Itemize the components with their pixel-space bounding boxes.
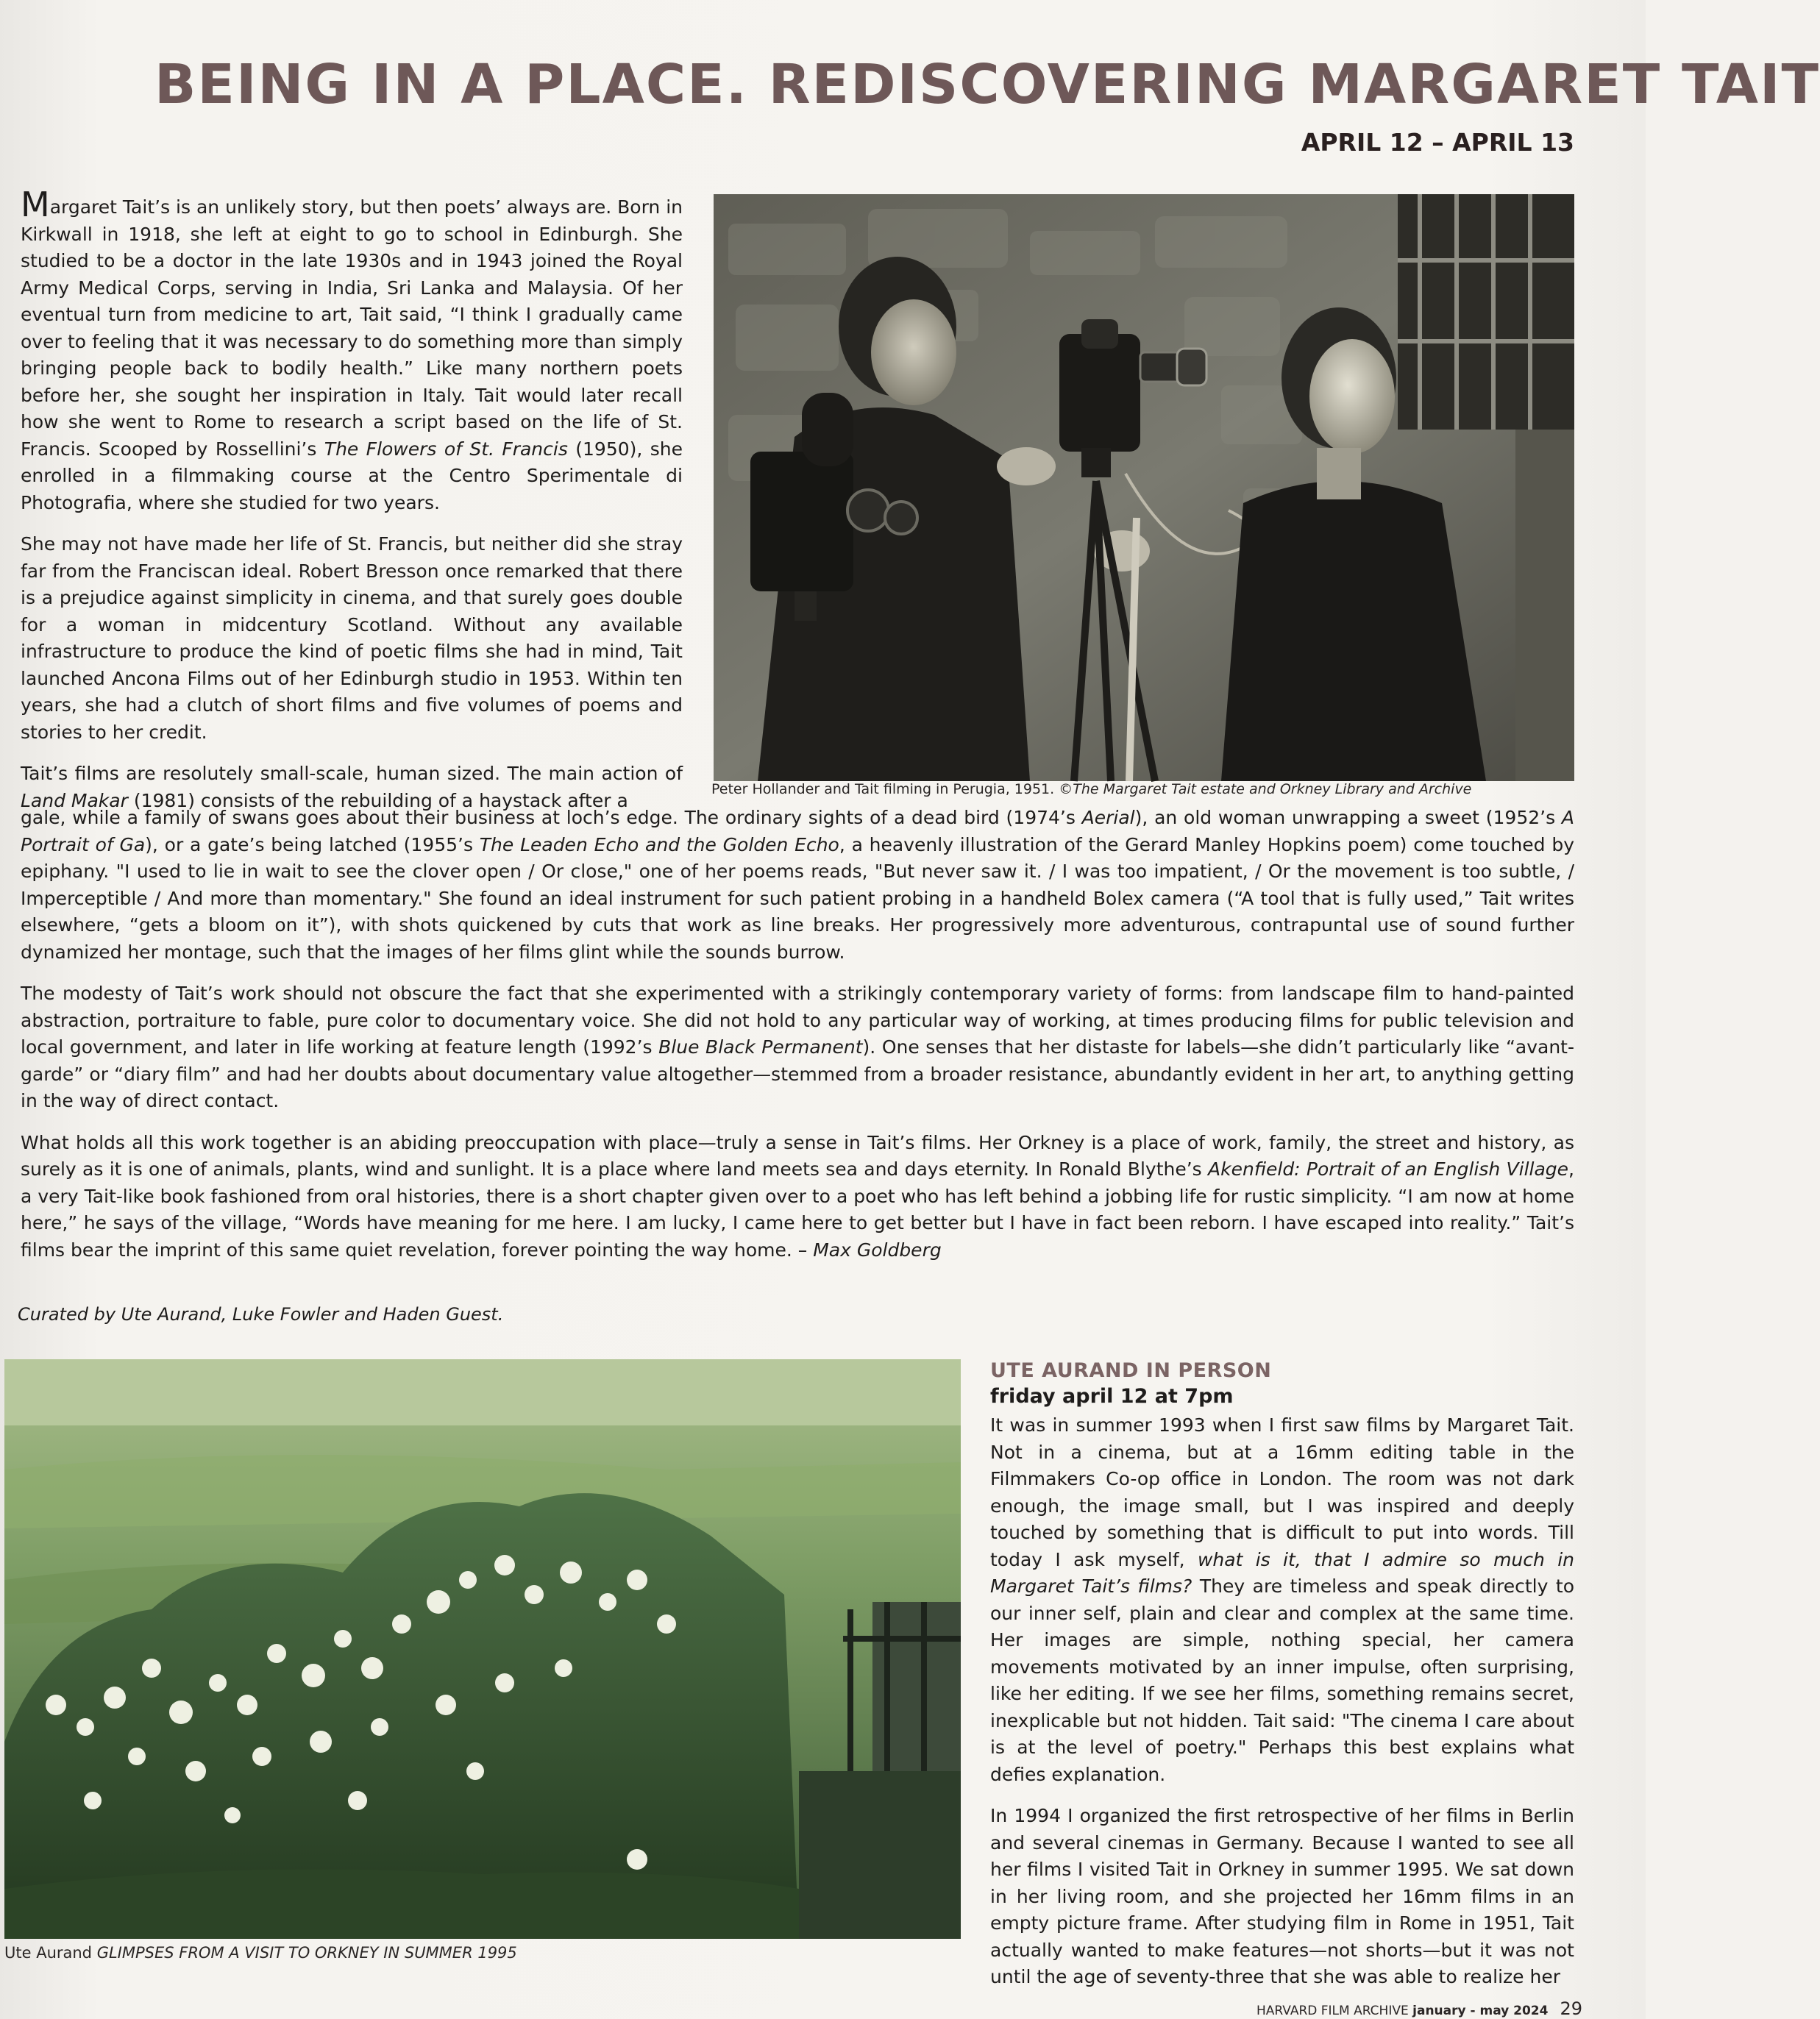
photo-illustration [4,1359,961,1939]
paragraph-3-start: Tait’s films are resolutely small-scale, human sized. The main action of Land Makar (1981) consists of the rebuilding of a haystack after a [21,763,683,811]
intro-column [21,185,683,829]
event-time: friday april 12 at 7pm [990,1385,1234,1408]
paragraph-3-continued: gale, while a family of swans goes about their business at loch’s edge. The ordinary sights of a dead bird (1974’s Aerial), an old woman unwrapping a sweet (1952’s A Portrait of Ga), or a gate’s being latched (1955’s The Leaden Echo and the Golden Echo, a heavenly illustration of the Gerard Manley Hopkins poem) come touched by epiphany. "I used to lie in wait to see the clover open / Or close," one of her poems reads, "But never saw it. / I was too impatient, / Or the movement is too subtle, / Imperceptible / And more than momentary." She found an ideal instrument for such patient probing in a handheld Bolex camera (“A tool that is fully used,” Tait writes elsewhere, “gets a bloom on it”), with shots quickened by cuts that work as line breaks. Her progressively more adventurous, contrapuntal use of sound further dynamized her montage, such that the images of her films glint while the sounds burrow. [21,807,1574,963]
program-dates: APRIL 12 – APRIL 13 [1301,128,1574,157]
paragraph-2: She may not have made her life of St. Francis, but neither did she stray far from the Franciscan ideal. Robert Bresson once remarked that there is a prejudice against simplicity in cinema, and that surely goes double for a woman in midcentury Scotland. Without any available infrastructure to produce the kind of poetic films she had in mind, Tait launched Ancona Films out of her Edinburgh studio in 1953. Within ten years, she had a clutch of short films and five volumes of poems and stories to her credit. [21,533,683,743]
film-title: A Portrait of Ga [21,807,1574,855]
film-title: Aerial [1081,807,1135,828]
paragraph-5: What holds all this work together is an abiding preoccupation with place—truly a sense in Tait’s films. Her Orkney is a place of work, family, the street and history, as surely as it is one of animals, plants, wind and sunlight. It is a place where land meets sea and days eternity. In Ronald Blythe’s Akenfield: Portrait of an English Village, a very Tait-like book fashioned from oral histories, there is a short chapter given over to a poet who has left behind a jobbing life for rustic simplicity. “I am now at home here,” he says of the village, “Words have meaning for me here. I am lucky, I came here to get better but I have in fact been reborn. I have escaped into reality.” Tait’s films bear the imprint of this same quiet revelation, forever pointing the way home. – Max Goldberg [21,1131,1574,1261]
top-photo-caption: Peter Hollander and Tait filming in Perugia, 1951. ©The Margaret Tait estate and Orkney Library and Archive [711,781,1472,797]
event-paragraph-1: It was in summer 1993 when I first saw films by Margaret Tait. Not in a cinema, but at a 16mm editing table in the Filmmakers Co-op office in London. The room was not dark enough, the image small, but I was inspired and deeply touched by something that is difficult to put into words. Till today I ask myself, what is it, that I admire so much in Margaret Tait’s films? They are timeless and speak directly to our inner self, plain and clear and complex at the same time. Her images are simple, nothing special, her camera movements motivated by an inner impulse, often surprising, like her editing. If we see her films, something remains secret, inexplicable but not hidden. Tait said: "The cinema I care about is at the level of poetry." Perhaps this best explains what defies explanation. [990,1414,1575,1785]
issue-label: january - may 2024 [1412,2004,1549,2018]
full-width-text [21,805,1574,1278]
article-title: BEING IN A PLACE. REDISCOVERING MARGARET TAIT [154,53,1820,116]
photo-glimpses-orkney [4,1359,961,1939]
author-name: Max Goldberg [813,1239,942,1261]
photo-illustration [714,194,1574,781]
event-paragraph-2: In 1994 I organized the first retrospective of her films in Berlin and several cinemas in Germany. Because I wanted to see all her films I visited Tait in Orkney in summer 1995. We sat down in her living room, and she projected her 16mm films in an empty picture frame. After studying film in Rome in 1951, Tait actually wanted to make features—not shorts—but it was not until the age of seventy-three that she was able to realize her [990,1805,1574,1987]
film-title: The Leaden Echo and the Golden Echo [479,833,839,855]
bottom-photo-caption: Ute Aurand GLIMPSES FROM A VISIT TO ORKNEY IN SUMMER 1995 [4,1944,517,1962]
film-title: Land Makar [21,789,128,811]
publication-name: HARVARD FILM ARCHIVE [1256,2004,1413,2018]
photo-tait-filming-perugia [714,194,1574,781]
page-footer [1256,1998,1582,2019]
paragraph-1: Margaret Tait’s is an unlikely story, but then poets’ always are. Born in Kirkwall in 1918, she left at eight to go to school in Edinburgh. She studied to be a doctor in the late 1930s and in 1943 joined the Royal Army Medical Corps, serving in India, Sri Lanka and Malaysia. Of her eventual turn from medicine to art, Tait said, “I think I gradually came over to feeling that it was necessary to do something more than simply bringing people back to bodily health.” Like many northern poets before her, she sought her inspiration in Italy. Tait would later recall how she went to Rome to research a script based on the life of St. Francis. Scooped by Rossellini’s The Flowers of St. Francis (1950), she enrolled in a filmmaking course at the Centro Sperimentale di Photografia, where she studied for two years. [21,185,683,513]
event-column [990,1359,1574,2006]
film-title: The Flowers of St. Francis [324,438,568,460]
page-number: 29 [1560,1998,1582,2019]
event-title: UTE AURAND IN PERSON [990,1359,1272,1382]
paragraph-4: The modesty of Tait’s work should not obscure the fact that she experimented with a strikingly contemporary variety of forms: from landscape film to hand-painted abstraction, portraiture to fable, pure color to documentary voice. She did not hold to any particular way of working, at times producing films for public television and local government, and later in life working at feature length (1992’s Blue Black Permanent). One senses that her distaste for labels—she didn’t particularly like “avant-garde” or “diary film” and had her doubts about documentary value altogether—stemmed from a broader resistance, abundantly evident in her art, to anything getting in the way of direct contact. [21,983,1574,1111]
drop-cap: M [21,185,50,224]
book-title: Akenfield: Portrait of an English Village [1208,1158,1569,1180]
film-title: Blue Black Permanent [658,1036,863,1058]
quoted-question: what is it, that I admire so much in Margaret Tait’s films? [990,1548,1575,1597]
curators-credit: Curated by Ute Aurand, Luke Fowler and Haden Guest. [18,1304,504,1325]
